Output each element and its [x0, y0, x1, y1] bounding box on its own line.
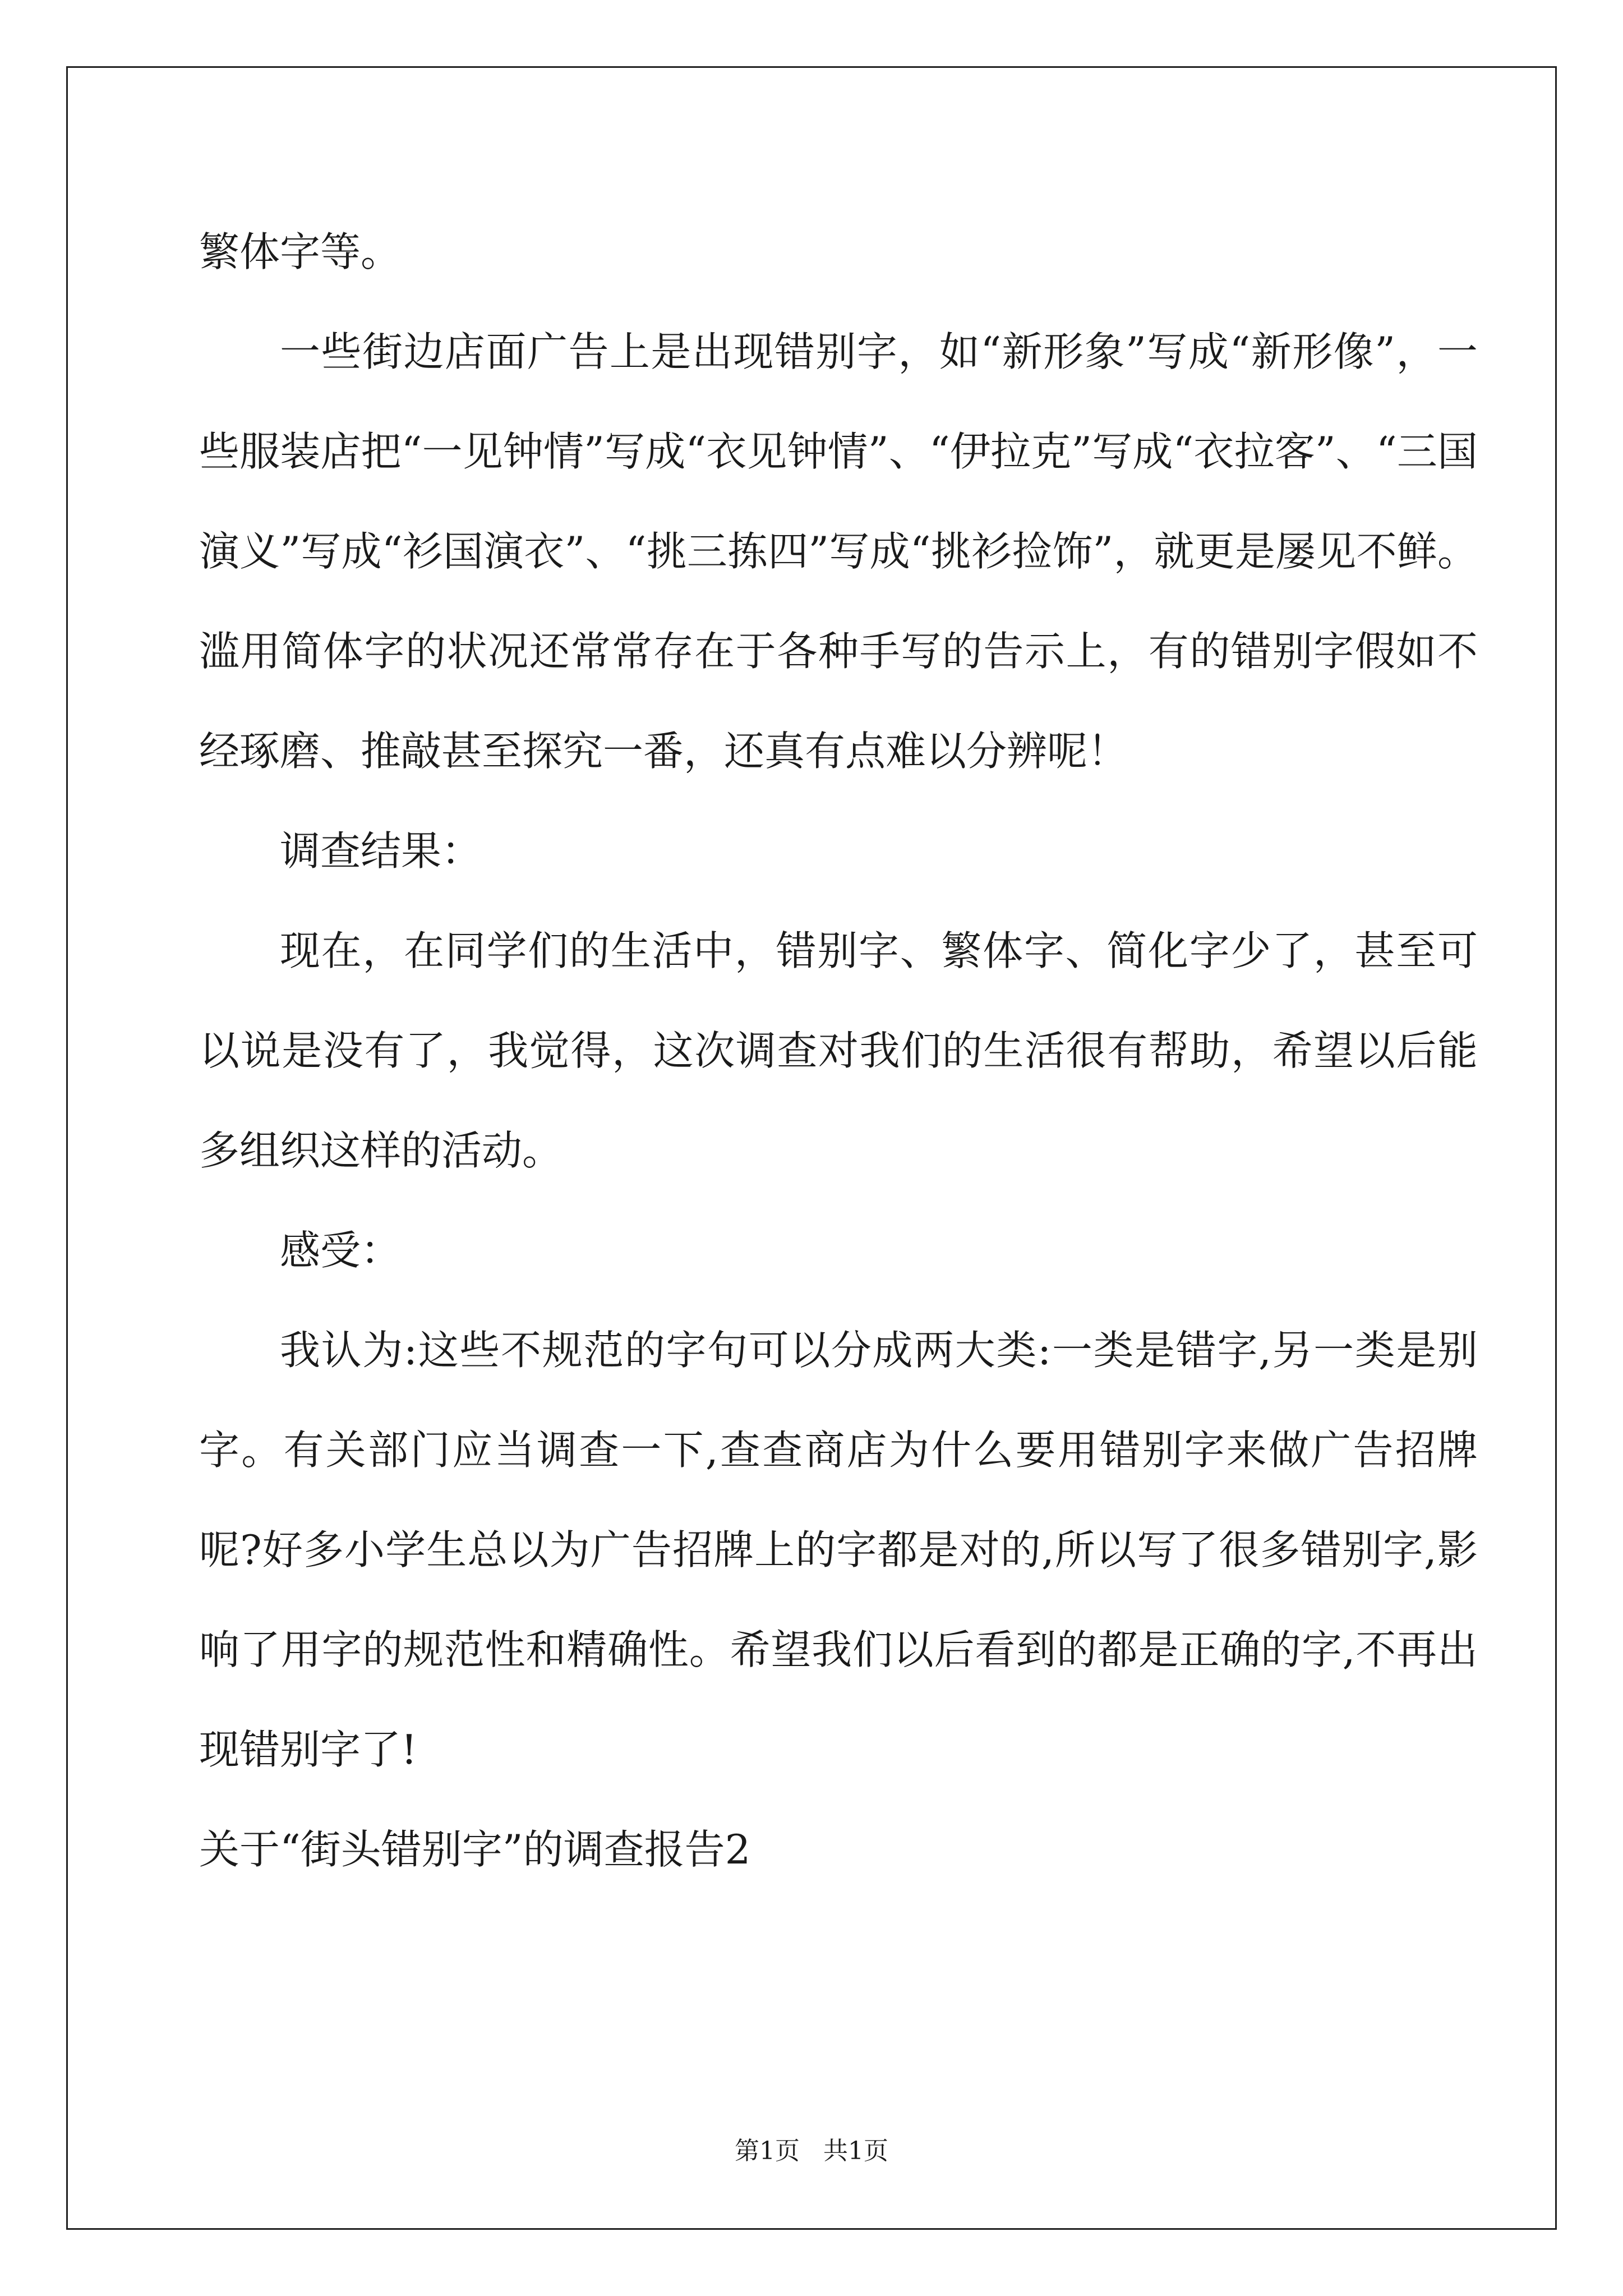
- paragraph-observation: 一些街边店面广告上是出现错别字，如“新形象”写成“新形像”，一些服装店把“一见钟情”写成“衣见钟情”、“伊拉克”写成“衣拉客”、“三国演义”写成“衫国演衣”、“挑三拣四”写成“挑衫捡饰”，就更是屡见不鲜。滥用简体字的状况还常常存在于各种手写的告示上，有的错别字假如不经琢磨、推敲甚至探究一番，还真有点难以分辨呢！: [199, 328, 1478, 775]
- page-total: 共1页: [823, 2137, 888, 2165]
- paragraph-reflection: 我认为:这些不规范的字句可以分成两大类:一类是错字,另一类是别字。有关部门应当调查一下,查查商店为什么要用错别字来做广告招牌呢?好多小学生总以为广告招牌上的字都是对的,所以写了很多错别字,影响了用字的规范性和精确性。希望我们以后看到的都是正确的字,不再出现错别字了!: [199, 1327, 1478, 1773]
- label-reflection: 感受：: [280, 1227, 402, 1274]
- section-heading: 关于“街头错别字”的调查报告2: [199, 1826, 751, 1873]
- label-findings: 调查结果：: [280, 827, 482, 875]
- document-body: [199, 202, 1478, 1899]
- page-footer: [0, 2134, 1623, 2168]
- paragraph-continuation: 繁体字等。: [199, 228, 402, 275]
- page-number: 第1页: [735, 2137, 800, 2165]
- paragraph-findings: 现在，在同学们的生活中，错别字、繁体字、简化字少了，甚至可以说是没有了，我觉得，这次调查对我们的生活很有帮助，希望以后能多组织这样的活动。: [199, 927, 1478, 1174]
